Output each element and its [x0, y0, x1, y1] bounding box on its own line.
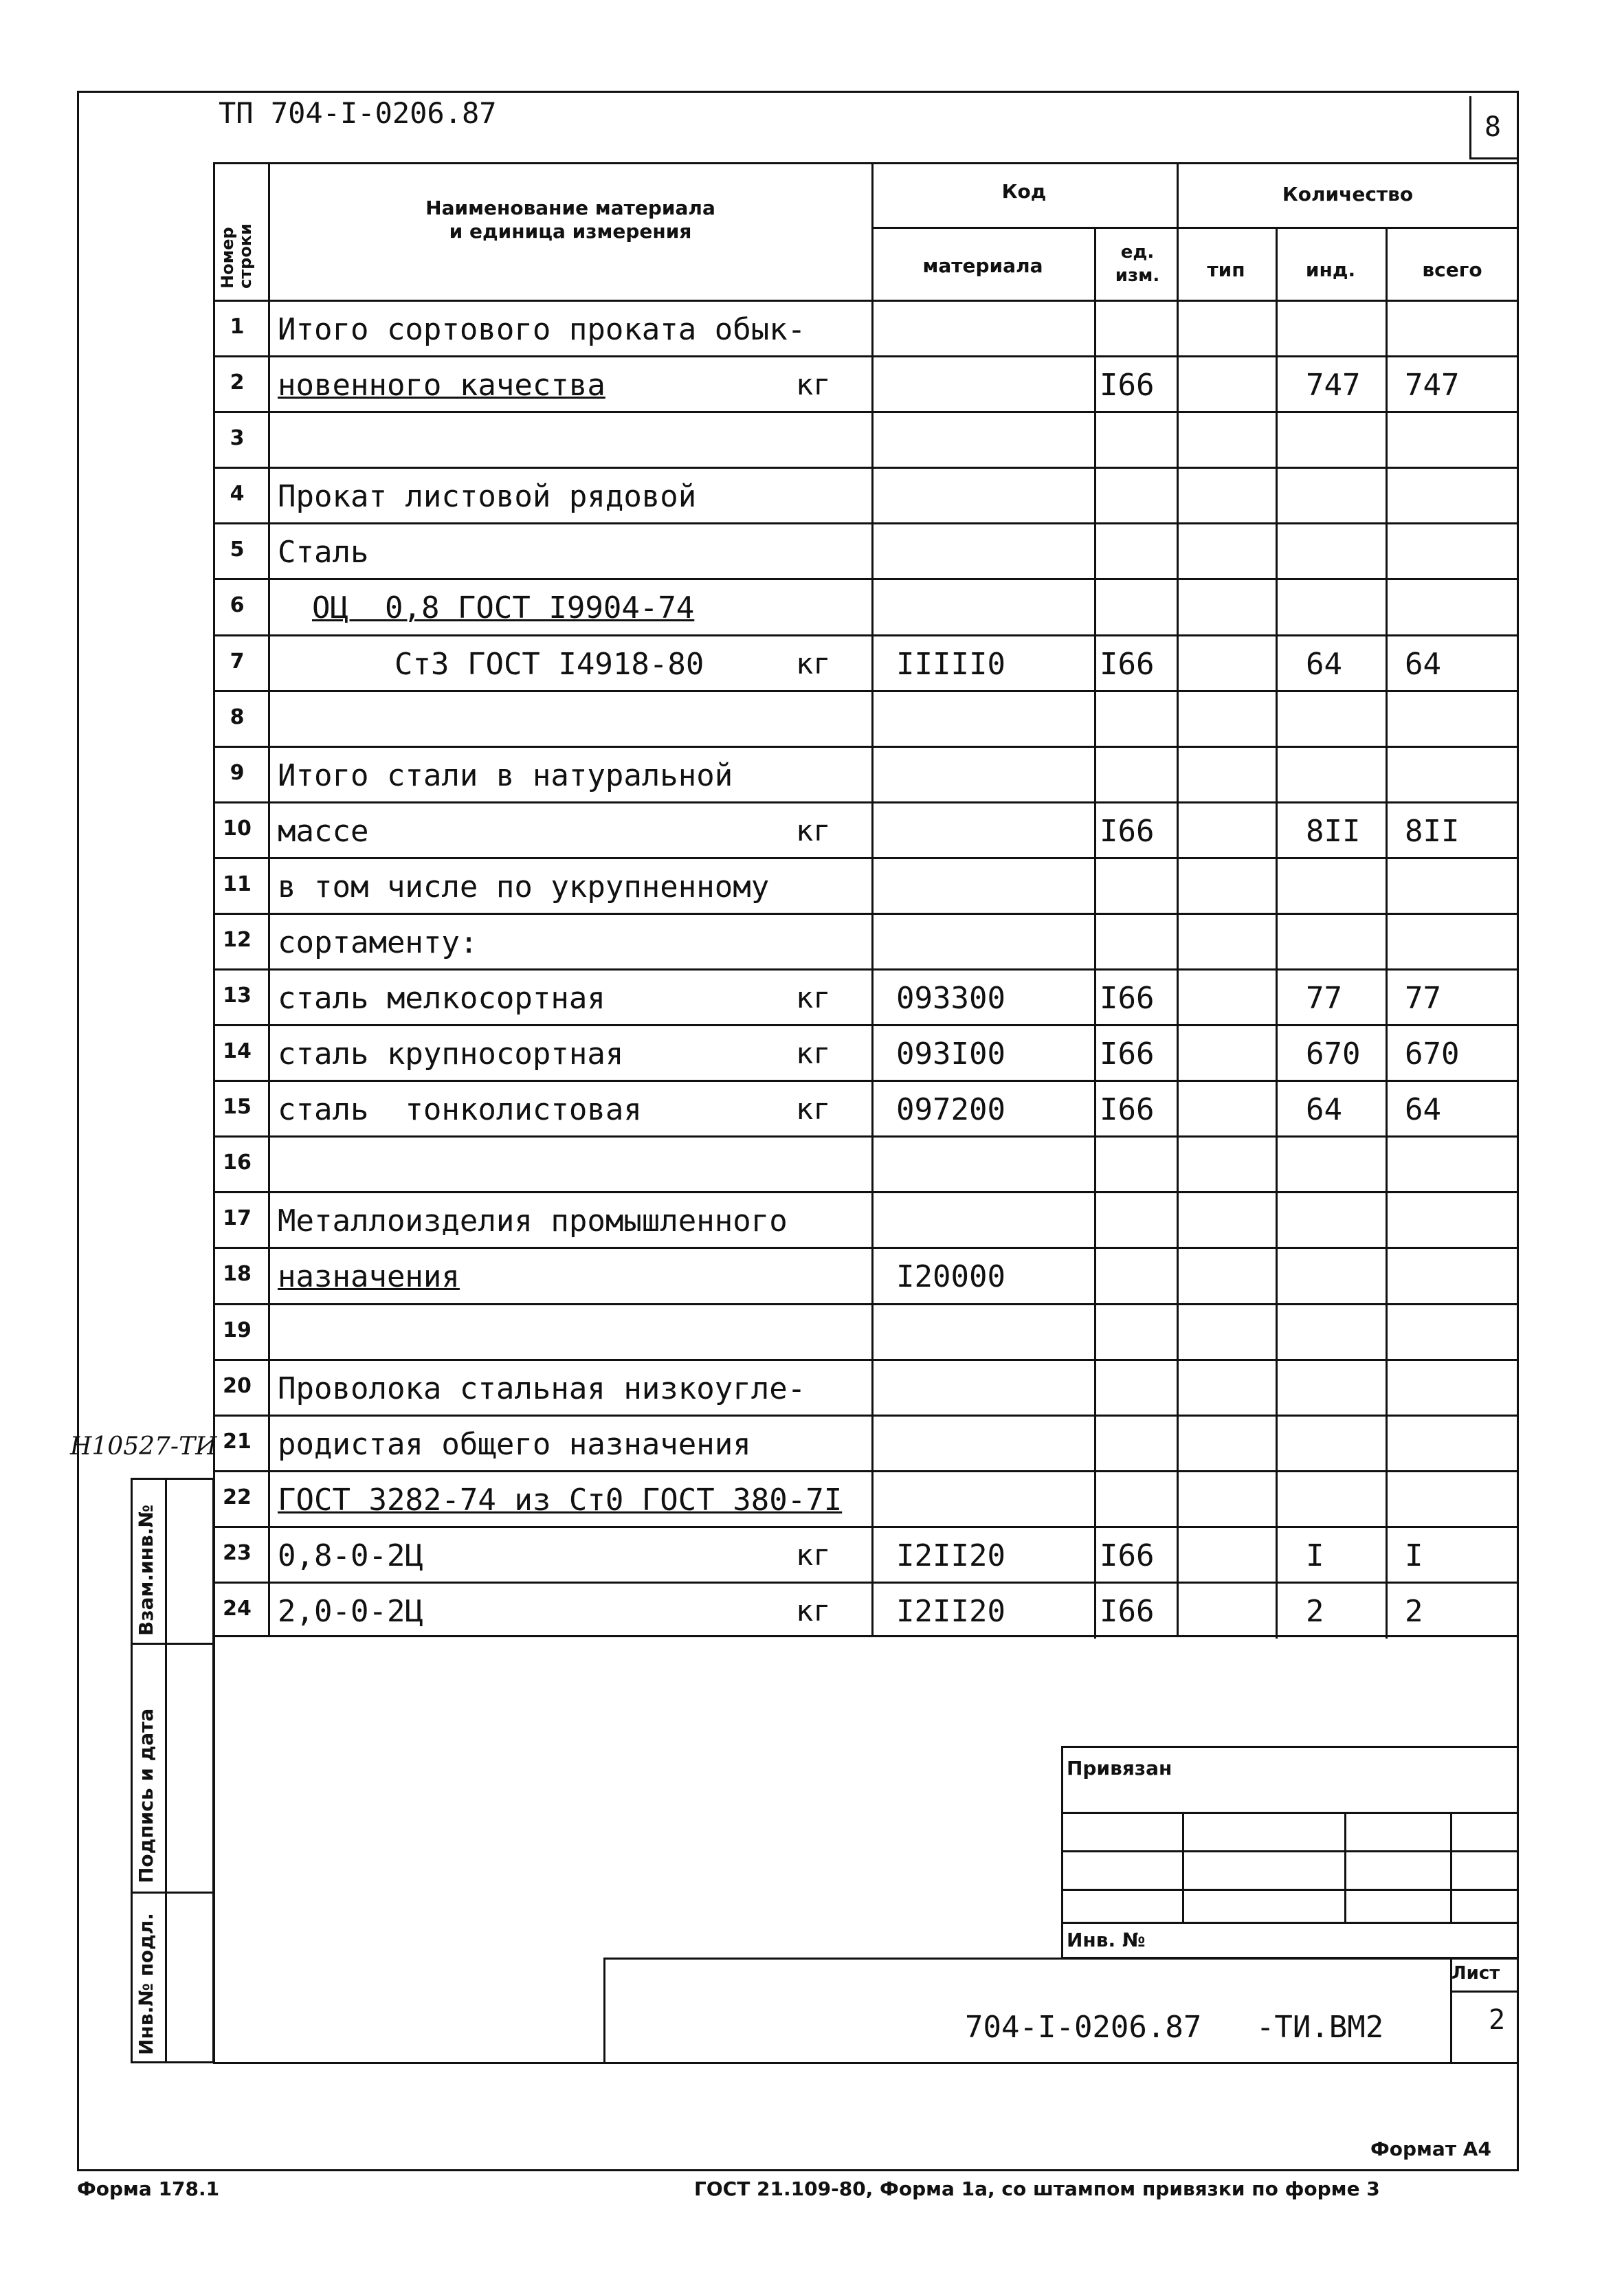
- material-name: сортаменту:: [278, 924, 478, 960]
- col-name-header: Наименование материала и единица измерения: [425, 197, 715, 243]
- quantity-individual: 670: [1306, 1036, 1361, 1072]
- material-name: ОЦ 0,8 ГОСТ I9904-74: [312, 590, 695, 626]
- row-number: 7: [230, 649, 245, 674]
- quantity-total: I: [1405, 1538, 1423, 1573]
- col-qty-total: всего: [1422, 258, 1482, 281]
- row-number: 12: [223, 927, 252, 952]
- col-quantity-header: Количество: [1282, 183, 1414, 206]
- material-name: ГОСТ 3282-74 из Ст0 ГОСТ 380-7I: [278, 1482, 843, 1518]
- row-number: 22: [223, 1485, 252, 1509]
- material-code: 093300: [896, 981, 1005, 1016]
- row-number: 24: [223, 1596, 252, 1621]
- row-number: 4: [230, 482, 245, 507]
- col-code-unit: ед. изм.: [1115, 242, 1160, 286]
- margin-inv-podl: Инв.№ подл.: [135, 1913, 157, 2055]
- unit-code: I66: [1100, 813, 1155, 849]
- unit: кг: [796, 813, 831, 847]
- row-number: 5: [230, 537, 245, 562]
- quantity-individual: 64: [1306, 1092, 1342, 1128]
- material-name: родистая общего назначения: [278, 1426, 751, 1462]
- material-code: I2II20: [896, 1538, 1005, 1573]
- quantity-total: 64: [1405, 646, 1441, 682]
- unit-code: I66: [1100, 1593, 1155, 1629]
- unit-code: I66: [1100, 1092, 1155, 1128]
- material-code: I2II20: [896, 1593, 1005, 1629]
- row-number: 23: [223, 1540, 252, 1565]
- row-number: 18: [223, 1262, 252, 1287]
- unit: кг: [796, 646, 831, 680]
- material-name: сталь тонколистовая: [278, 1092, 642, 1128]
- material-code: 093I00: [896, 1036, 1005, 1072]
- margin-vzam: Взам.инв.№: [135, 1504, 157, 1636]
- row-number: 11: [223, 872, 252, 896]
- row-number: 14: [223, 1039, 252, 1064]
- material-name: Итого стали в натуральной: [278, 757, 733, 793]
- quantity-individual: 2: [1306, 1593, 1324, 1629]
- material-name: Прокат листовой рядовой: [278, 479, 697, 515]
- sheet-label: Лист: [1451, 1963, 1500, 1984]
- col-row-no-header: Номер строки: [218, 223, 255, 289]
- format-label: Формат А4: [1370, 2138, 1491, 2160]
- material-name: Металлоизделия промышленного: [278, 1204, 788, 1239]
- material-name: Ст3 ГОСТ I4918-80: [394, 646, 704, 682]
- page-number: 8: [1484, 111, 1502, 143]
- material-name: 0,8-0-2Ц: [278, 1538, 423, 1573]
- unit-code: I66: [1100, 646, 1155, 682]
- row-number: 17: [223, 1206, 252, 1231]
- unit: кг: [796, 1593, 831, 1628]
- row-number: 2: [230, 370, 245, 395]
- sheet-number: 2: [1489, 2004, 1506, 2036]
- col-code-material: материала: [922, 254, 1043, 277]
- handwritten-number: Н10527-ТИ: [70, 1432, 217, 1461]
- quantity-individual: 8II: [1306, 813, 1361, 849]
- col-code-header: Код: [1001, 180, 1047, 203]
- material-name: массе: [278, 813, 369, 849]
- row-number: 19: [223, 1318, 252, 1342]
- doc-code: ТП 704-I-0206.87: [219, 96, 497, 130]
- row-number: 3: [230, 426, 245, 451]
- quantity-total: 2: [1405, 1593, 1423, 1629]
- row-number: 1: [230, 315, 245, 339]
- row-number: 15: [223, 1095, 252, 1120]
- quantity-individual: 77: [1306, 981, 1342, 1016]
- row-number: 13: [223, 984, 252, 1008]
- form-number: Форма 178.1: [77, 2177, 220, 2200]
- material-name: в том числе по укрупненному: [278, 869, 770, 905]
- gost-reference: ГОСТ 21.109-80, Форма 1а, со штампом привязки по форме 3: [694, 2177, 1380, 2200]
- row-number: 6: [230, 593, 245, 618]
- stamp-inv-no: Инв. №: [1067, 1929, 1146, 1951]
- row-number: 21: [223, 1429, 252, 1454]
- material-code: IIIII0: [896, 646, 1005, 682]
- unit: кг: [796, 1092, 831, 1127]
- quantity-total: 8II: [1405, 813, 1460, 849]
- unit: кг: [796, 981, 831, 1014]
- quantity-total: 747: [1405, 368, 1460, 403]
- quantity-total: 77: [1405, 981, 1441, 1016]
- quantity-individual: 64: [1306, 646, 1342, 682]
- material-name: Сталь: [278, 535, 369, 570]
- col-qty-ind: инд.: [1305, 258, 1356, 281]
- quantity-individual: I: [1306, 1538, 1324, 1573]
- row-number: 16: [223, 1151, 252, 1175]
- margin-podpis: Подпись и дата: [135, 1708, 157, 1883]
- document-designation: 704-I-0206.87 -ТИ.ВМ2: [965, 2010, 1384, 2045]
- unit: кг: [796, 1036, 831, 1071]
- quantity-individual: 747: [1306, 368, 1361, 403]
- material-name: 2,0-0-2Ц: [278, 1593, 423, 1629]
- material-name: Итого сортового проката обык-: [278, 312, 806, 347]
- row-number: 8: [230, 705, 245, 729]
- row-number: 10: [223, 816, 252, 841]
- unit: кг: [796, 368, 831, 402]
- unit-code: I66: [1100, 1538, 1155, 1573]
- unit-code: I66: [1100, 368, 1155, 403]
- unit: кг: [796, 1538, 831, 1572]
- row-number: 20: [223, 1373, 252, 1398]
- quantity-total: 64: [1405, 1092, 1441, 1128]
- material-code: 097200: [896, 1092, 1005, 1128]
- material-name: сталь крупносортная: [278, 1036, 624, 1072]
- material-name: сталь мелкосортная: [278, 981, 605, 1016]
- col-qty-type: тип: [1207, 258, 1245, 281]
- quantity-total: 670: [1405, 1036, 1460, 1072]
- material-name: новенного качества: [278, 368, 605, 403]
- unit-code: I66: [1100, 1036, 1155, 1072]
- material-name: Проволока стальная низкоугле-: [278, 1371, 806, 1406]
- material-name: назначения: [278, 1259, 460, 1295]
- stamp-privyazan: Привязан: [1067, 1757, 1172, 1779]
- unit-code: I66: [1100, 981, 1155, 1016]
- material-code: I20000: [896, 1259, 1005, 1295]
- row-number: 9: [230, 760, 245, 785]
